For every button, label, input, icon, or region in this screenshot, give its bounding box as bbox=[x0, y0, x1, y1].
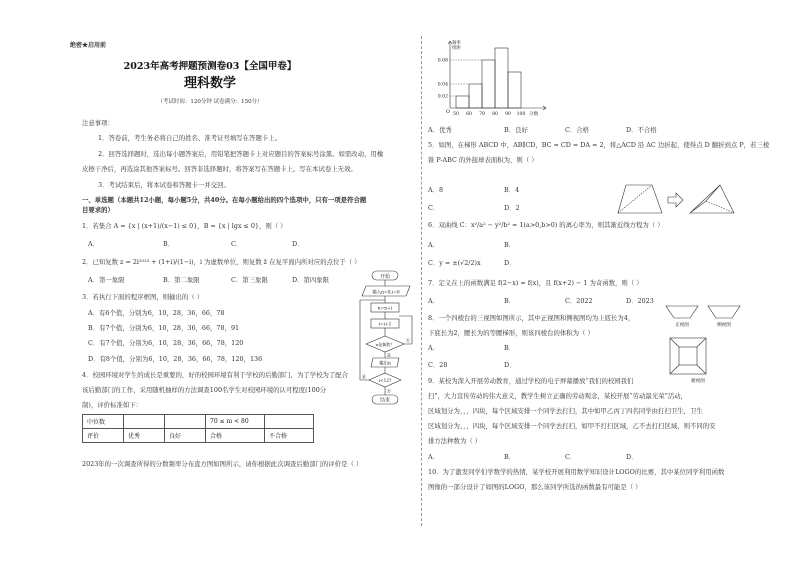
top-view-label: 俯视图 bbox=[691, 379, 705, 384]
option: A．优秀 bbox=[428, 126, 452, 134]
histogram-y-tick: 0.02 bbox=[437, 94, 448, 100]
histogram-bar bbox=[482, 60, 495, 108]
table-cell: 合格 bbox=[206, 429, 265, 443]
option: A．8 bbox=[428, 186, 444, 194]
option: A． bbox=[88, 240, 100, 248]
option: B．有7个值，分别为6，10，28，36，66，78，91 bbox=[88, 324, 240, 332]
notes-heading: 注意事项： bbox=[82, 119, 114, 127]
question-9-line: 区域划分为，，，四块，每个区域安排一个同学去打扫，其中如甲乙丙丁四名同学由打扫卫生，卫生 bbox=[428, 407, 703, 415]
table-cell: 不合格 bbox=[265, 429, 314, 443]
histogram-x-tick: 100 bbox=[516, 112, 526, 117]
histogram-x-unit: 分数 bbox=[529, 112, 539, 117]
subject-title: 理科数学 bbox=[183, 76, 236, 91]
option: A．第一象限 bbox=[88, 276, 125, 284]
flow-no-label: 否 bbox=[406, 338, 410, 343]
side-view-label: 侧视图 bbox=[717, 323, 731, 328]
histogram-y-tick: 0.04 bbox=[437, 82, 448, 88]
histogram-y-label: 组距 bbox=[452, 46, 461, 51]
flowchart bbox=[356, 268, 418, 416]
option: C．第三象限 bbox=[231, 276, 268, 284]
histogram-y-tick: 0.08 bbox=[437, 58, 448, 64]
histogram-x-tick: 70 bbox=[479, 112, 485, 117]
histogram-x-tick: 80 bbox=[492, 112, 498, 117]
question-7: 7．定义在上的函数满足 f(2−x) = f(x)，且 f(x+2) − 1 为奇函数，则（ ） bbox=[428, 279, 643, 287]
note-item: 1．答卷前，考生务必将自己的姓名、准考证号填写在答题卡上。 bbox=[98, 134, 282, 142]
flow-input-label: 输入n=0,i=0 bbox=[372, 290, 400, 296]
trapezoid-figure bbox=[616, 181, 742, 219]
section-title: 一、单选题（本题共12小题，每小题5分，共40分。在每小题给出的四个选项中，只有一项是符合题 bbox=[82, 196, 367, 204]
flow-yes-label: 是 bbox=[387, 352, 391, 358]
histogram-bar bbox=[469, 84, 482, 108]
option: D． bbox=[626, 453, 638, 461]
pyramid-shape bbox=[690, 185, 734, 213]
table-cell: 良好 bbox=[165, 429, 206, 443]
question-3: 3．若执行下面的程序框图，则输出的（ ） bbox=[82, 293, 204, 301]
question-8: 8．一个四棱台的三视图如图所示，其中正视图和侧视图均为上底长为4， bbox=[428, 314, 635, 322]
frequency-histogram bbox=[428, 38, 558, 122]
option: D．不合格 bbox=[626, 126, 657, 134]
histogram-bar bbox=[456, 96, 469, 108]
flow-cond-label: i<12? bbox=[378, 377, 392, 383]
option: C．y = ±(√2/2)x bbox=[428, 259, 481, 267]
right-column bbox=[424, 0, 794, 562]
question-4: 4．校园环境对学生的成长是重要的，好的校园环境有利于学校的后勤部门，为了学校为了配合 bbox=[82, 371, 349, 379]
option: A． bbox=[428, 241, 440, 249]
three-views-figure bbox=[656, 302, 748, 386]
question-2: 2．已知复数 z = 2i²⁰²³ + (1+i)/(1−i)，i 为虚数单位，则复数 z̄ 在复平面内所对应的点位于（ ） bbox=[82, 258, 361, 266]
histogram-bar bbox=[495, 48, 508, 108]
table-cell: 优秀 bbox=[124, 429, 165, 443]
histogram-x-tick: 60 bbox=[466, 112, 472, 117]
question-9-line: 排方法种数为（ ） bbox=[428, 437, 482, 445]
option: A． bbox=[428, 453, 440, 461]
option: B． bbox=[504, 344, 516, 352]
note-item: 皮擦干净后，再选涂其他答案标号。回答非选择题时，将答案写在答题卡上。写在本试卷上无效。 bbox=[82, 165, 357, 173]
question-4-line: 制)，评价标准如下： bbox=[82, 401, 143, 409]
histogram-y-label: 频率 bbox=[452, 41, 461, 46]
option: A．有6个值，分别为6，10，28，36，66，78 bbox=[88, 309, 225, 317]
arrow-right-icon bbox=[668, 193, 683, 207]
flow-start-label: 开始 bbox=[379, 274, 391, 280]
option: C．2022 bbox=[565, 297, 593, 305]
option: D． bbox=[292, 240, 304, 248]
option: B． bbox=[163, 240, 175, 248]
question-9: 9．某校为深入开展劳动教育，通过学校的电子屏幕播放“我们的校园我们 bbox=[428, 377, 634, 385]
option: C．28 bbox=[428, 361, 448, 369]
option: C． bbox=[565, 453, 577, 461]
option: D． bbox=[504, 259, 516, 267]
option: D．2023 bbox=[626, 297, 654, 305]
option: B． bbox=[504, 297, 516, 305]
option: B． bbox=[504, 241, 516, 249]
option: D．有8个值，分别为6，10，28，36，66，78，120，136 bbox=[88, 355, 263, 363]
option: B． bbox=[504, 453, 516, 461]
flow-step-label: i=i+1 bbox=[378, 322, 392, 328]
histogram-x-tick: 50 bbox=[453, 112, 459, 117]
option: A． bbox=[428, 297, 440, 305]
score-table bbox=[82, 414, 314, 443]
histogram-origin: O bbox=[446, 110, 450, 115]
flow-step-label: n=n+i bbox=[377, 306, 393, 312]
trapezoid-shape bbox=[618, 185, 662, 213]
option: C．合格 bbox=[565, 126, 590, 134]
question-10: 10．为了激发同学们学数学的热情，某学校开展利用数学知识设计LOGO的比赛，其中某位同学利用函数 bbox=[428, 468, 725, 476]
question-4-line: 该后勤部门的工作，采用随机抽样的方法调查100名学生对校园环境的认可程度(100分 bbox=[82, 386, 327, 394]
option: B．良好 bbox=[504, 126, 528, 134]
option: B．4 bbox=[504, 186, 520, 194]
option: D．2 bbox=[504, 204, 520, 212]
table-cell: 70 ≤ m < 80 bbox=[206, 415, 265, 429]
option: A． bbox=[428, 344, 440, 352]
note-item: 3．考试结束后，将本试卷和答题卡一并交回。 bbox=[98, 181, 230, 189]
histogram-bar bbox=[508, 72, 521, 108]
question-5: 5．如图，在梯形 ABCD 中，AB∥CD，BC = CD = DA = 2，将△ACD 沿 AC 边折起，使得点 D 翻折到点 P，若三棱 bbox=[428, 141, 770, 149]
option: D． bbox=[504, 361, 516, 369]
page-title: 2023年高考押题预测卷03【全国甲卷】 bbox=[123, 61, 297, 72]
option: C． bbox=[428, 204, 440, 212]
note-item: 2．回答选择题时，选出每小题答案后，用铅笔把答题卡上对应题目的答案标号涂黑。如需改动，用橡 bbox=[98, 150, 384, 158]
table-cell bbox=[265, 415, 314, 429]
flow-cond-label: n是偶数？ bbox=[375, 341, 395, 347]
option: D．第四象限 bbox=[292, 276, 330, 284]
histogram-x-tick: 90 bbox=[505, 112, 511, 117]
flow-output-label: 输出n bbox=[379, 361, 391, 367]
question-5-line: 锥 P-ABC 的外接球表面积为，则（ ） bbox=[428, 156, 538, 164]
option: C． bbox=[231, 240, 243, 248]
section-title: 目要求的） bbox=[82, 206, 114, 214]
exam-meta: （考试时间：120分钟 试卷满分：150分） bbox=[157, 99, 263, 105]
front-view bbox=[666, 306, 698, 318]
table-cell bbox=[124, 415, 165, 429]
table-cell: 中位数 bbox=[83, 415, 124, 429]
question-8-line: 下底长为2，腰长为的等腰梯形，则该四棱台的体积为（ ） bbox=[428, 329, 594, 337]
table-cell: 评价 bbox=[83, 429, 124, 443]
question-1: 1．若集合 A = {x | (x+1)/(x−1) ≤ 0}，B = {x | lgx ≤ 0}，则（ ） bbox=[82, 222, 287, 230]
flow-yes-label: 是 bbox=[362, 374, 366, 379]
table-cell bbox=[165, 415, 206, 429]
option: B．第二象限 bbox=[163, 276, 200, 284]
flow-no-label: 否 bbox=[387, 388, 391, 394]
question-4-tail: 2023年的一次调查所得的分数频率分布直方图如图所示，请你根据此次调查后勤部门的评价是（ ） bbox=[82, 460, 363, 468]
secret-label: 绝密★启用前 bbox=[70, 42, 107, 49]
flow-end-label: 结束 bbox=[379, 397, 391, 404]
question-6: 6．双曲线 C：x²/a² − y²/b² = 1(a>0,b>0) 的离心率为，则其渐近线方程为（ ） bbox=[428, 221, 664, 229]
question-9-line: 扫”，大力宣传劳动的伟大意义，教学生树立正确的劳动观念，某校开展“劳动最光荣”活动， bbox=[428, 392, 688, 400]
side-view bbox=[708, 306, 740, 318]
column-divider bbox=[421, 36, 422, 526]
question-9-line: 区域划分为，，，四块，每个区域安排一个同学去打扫，如甲不打扫区域，乙不去打扫区域，则不同的安 bbox=[428, 422, 716, 430]
front-view-label: 正视图 bbox=[675, 323, 689, 328]
question-10-line: 图像的一部分设计了如图的LOGO，那么该同学所选的函数最有可能是（ ） bbox=[428, 483, 642, 491]
option: C．有7个值，分别为6，10，28，36，66，78，120 bbox=[88, 339, 244, 347]
